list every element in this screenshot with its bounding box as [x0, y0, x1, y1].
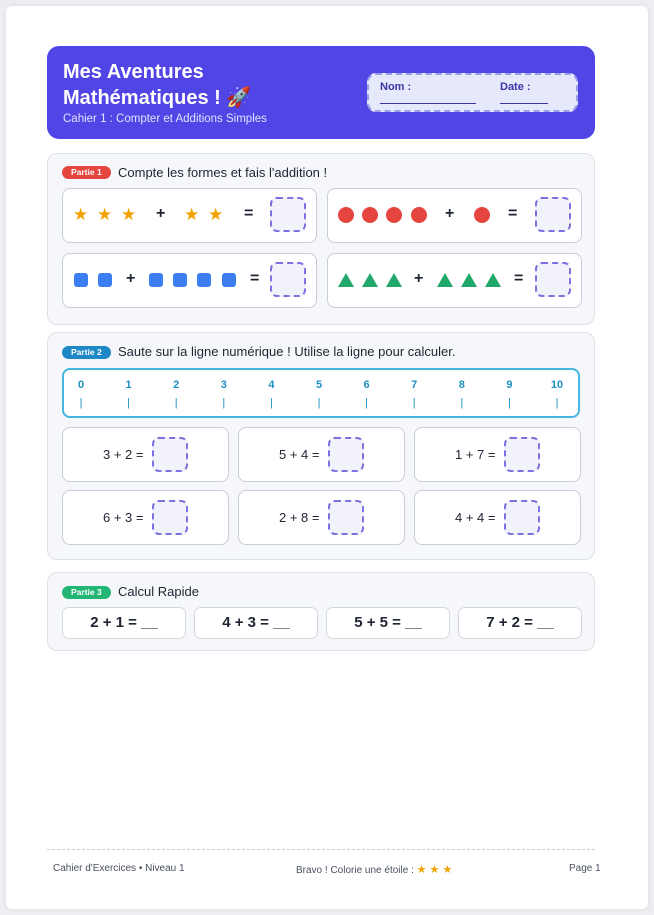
- page-title: [63, 59, 323, 111]
- equation-card: [238, 490, 405, 545]
- equation-text: 2 + 8 =: [279, 510, 320, 525]
- equals-sign: =: [244, 205, 254, 222]
- quick-calc-item[interactable]: 4 + 3 = __: [194, 607, 318, 639]
- number-line-tick: |: [317, 397, 321, 409]
- title-line-1: Mes Aventures: [63, 61, 204, 83]
- square-shape: [222, 273, 236, 287]
- answer-box[interactable]: [152, 437, 188, 472]
- triangle-shape: [362, 273, 378, 287]
- square-shape: [197, 273, 211, 287]
- equation-card: [414, 490, 581, 545]
- number-line-value: 9: [506, 379, 513, 391]
- quick-calc-item[interactable]: 7 + 2 = __: [458, 607, 582, 639]
- star-icon: ★: [184, 205, 200, 224]
- circle-shape: [411, 207, 427, 223]
- number-line-tick: |: [555, 397, 559, 409]
- triangle-shape: [437, 273, 453, 287]
- circle-shape: [474, 207, 490, 223]
- equation-card: [238, 427, 405, 482]
- equation-text: 5 + 4 =: [279, 447, 320, 462]
- number-line-tick: |: [222, 397, 226, 409]
- square-shape: [173, 273, 187, 287]
- shape-problem-triangles: [327, 253, 582, 308]
- number-line-tick: |: [365, 397, 369, 409]
- number-line-tick: |: [174, 397, 178, 409]
- equals-sign: =: [514, 270, 524, 287]
- triangle-shape: [485, 273, 501, 287]
- answer-box[interactable]: [504, 500, 540, 535]
- name-line[interactable]: [380, 103, 476, 104]
- number-line-value: 0: [77, 379, 85, 391]
- part2-title: Saute sur la ligne numérique ! Utilise la ligne pour calculer.: [118, 344, 456, 359]
- equation-text: 3 + 2 =: [103, 447, 144, 462]
- equation-card: [62, 427, 229, 482]
- number-line-tick: |: [507, 397, 511, 409]
- answer-box[interactable]: [328, 437, 364, 472]
- number-line-tick: |: [269, 397, 273, 409]
- part2-badge: Partie 2: [62, 346, 111, 359]
- number-line-value: 8: [458, 379, 465, 391]
- star-icon: ★: [121, 205, 137, 224]
- number-line-value: 3: [220, 379, 227, 391]
- square-shape: [149, 273, 163, 287]
- name-label: Nom :: [380, 81, 412, 93]
- equation-card: [62, 490, 229, 545]
- number-line-value: 1: [125, 379, 132, 391]
- answer-box[interactable]: [535, 262, 571, 297]
- number-line-value: 5: [315, 379, 323, 391]
- equals-sign: =: [508, 205, 518, 222]
- number-line-tick: |: [460, 397, 464, 409]
- number-line-tick: |: [127, 397, 131, 409]
- number-line-value: 2: [173, 379, 180, 391]
- footer-page-number: Page 1: [569, 863, 601, 874]
- answer-box[interactable]: [152, 500, 188, 535]
- shape-problem-stars: [62, 188, 317, 243]
- plus-sign: +: [414, 270, 424, 287]
- plus-sign: +: [445, 205, 455, 222]
- footer-stars-icon[interactable]: ★ ★ ★: [416, 864, 453, 876]
- circle-shape: [338, 207, 354, 223]
- equals-sign: =: [250, 270, 260, 287]
- star-icon: ★: [73, 205, 89, 224]
- number-line-tick: |: [79, 397, 83, 409]
- number-line: [62, 368, 580, 418]
- equation-text: 1 + 7 =: [455, 447, 496, 462]
- square-shape: [74, 273, 88, 287]
- plus-sign: +: [156, 205, 166, 222]
- answer-box[interactable]: [504, 437, 540, 472]
- circle-shape: [362, 207, 378, 223]
- part1-section: [47, 153, 595, 325]
- page-subtitle: Cahier 1 : Compter et Additions Simples: [63, 113, 267, 125]
- triangle-shape: [386, 273, 402, 287]
- equation-text: 4 + 4 =: [455, 510, 496, 525]
- answer-box[interactable]: [270, 197, 306, 232]
- equation-card: [414, 427, 581, 482]
- title-line-2: Mathématiques ! 🚀: [63, 87, 252, 109]
- part1-badge: Partie 1: [62, 166, 111, 179]
- shape-problem-circles: [327, 188, 582, 243]
- square-shape: [98, 273, 112, 287]
- footer-divider: [47, 849, 595, 850]
- answer-box[interactable]: [535, 197, 571, 232]
- footer-left: Cahier d'Exercices • Niveau 1: [53, 863, 185, 874]
- date-line[interactable]: [500, 103, 548, 104]
- quick-calc-item[interactable]: 5 + 5 = __: [326, 607, 450, 639]
- answer-box[interactable]: [270, 262, 306, 297]
- number-line-value: 10: [550, 379, 564, 391]
- equation-text: 6 + 3 =: [103, 510, 144, 525]
- footer-center: [296, 863, 452, 876]
- star-icon: ★: [97, 205, 113, 224]
- answer-box[interactable]: [328, 500, 364, 535]
- worksheet-header: [47, 46, 595, 139]
- number-line-value: 7: [411, 379, 418, 391]
- part2-section: [47, 332, 595, 560]
- triangle-shape: [338, 273, 354, 287]
- date-label: Date :: [500, 81, 531, 93]
- part3-section: [47, 572, 595, 651]
- number-line-value: 6: [363, 379, 370, 391]
- quick-calc-item[interactable]: 2 + 1 = __: [62, 607, 186, 639]
- name-date-box: [367, 73, 578, 112]
- number-line-tick: |: [412, 397, 416, 409]
- shape-problem-squares: [62, 253, 317, 308]
- part1-title: Compte les formes et fais l'addition !: [118, 165, 328, 180]
- number-line-value: 4: [268, 379, 275, 391]
- star-icon: ★: [208, 205, 224, 224]
- circle-shape: [386, 207, 402, 223]
- plus-sign: +: [126, 270, 136, 287]
- part3-title: Calcul Rapide: [118, 584, 199, 599]
- part3-badge: Partie 3: [62, 586, 111, 599]
- footer-center-text: Bravo ! Colorie une étoile :: [296, 865, 414, 876]
- triangle-shape: [461, 273, 477, 287]
